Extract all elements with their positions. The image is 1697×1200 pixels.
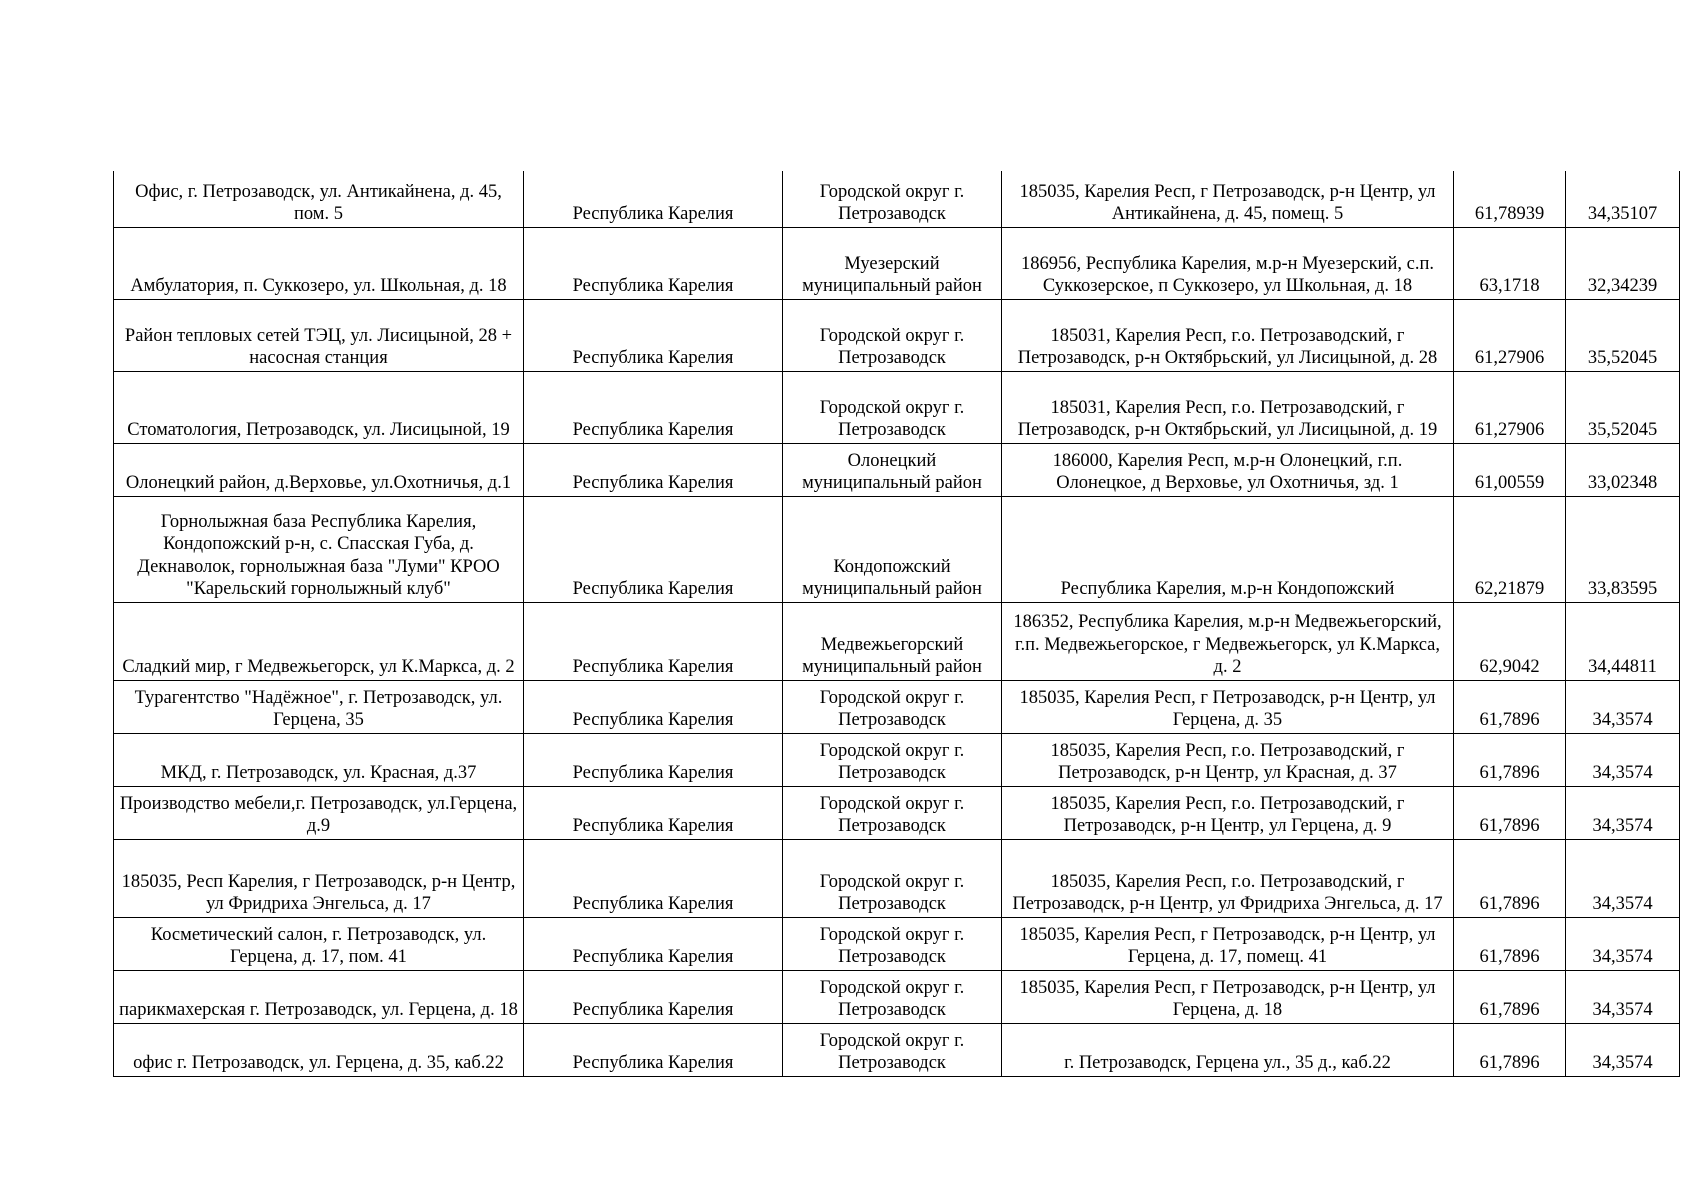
latitude-cell: 61,7896 (1454, 839, 1566, 917)
address-cell: 185031, Карелия Респ, г.о. Петрозаводский, г Петрозаводск, р-н Октябрьский, ул Лисицыной, д. 28 (1002, 299, 1454, 371)
address-cell: 186352, Республика Карелия, м.р-н Медвежьегорский, г.п. Медвежьегорское, г Медвежьегорск, ул К.Маркса, д. 2 (1002, 602, 1454, 680)
address-cell: 186000, Карелия Респ, м.р-н Олонецкий, г.п. Олонецкое, д Верховье, ул Охотничья, зд. 1 (1002, 443, 1454, 496)
region-cell: Республика Карелия (524, 371, 783, 443)
object-name-cell: Олонецкий район, д.Верховье, ул.Охотничья, д.1 (114, 443, 524, 496)
object-name-cell: Офис, г. Петрозаводск, ул. Антикайнена, д. 45, пом. 5 (114, 171, 524, 227)
table-row (114, 680, 1680, 733)
latitude-cell: 61,7896 (1454, 733, 1566, 786)
region-cell: Республика Карелия (524, 299, 783, 371)
latitude-cell: 61,27906 (1454, 371, 1566, 443)
longitude-cell: 34,3574 (1566, 786, 1680, 839)
latitude-cell: 61,7896 (1454, 1023, 1566, 1076)
object-name-cell: Горнолыжная база Республика Карелия, Кондопожский р-н, с. Спасская Губа, д. Декнаволок, горнолыжная база "Луми" КРОО "Карельский горнолыжный клуб" (114, 496, 524, 602)
table-row (114, 227, 1680, 299)
table-row (114, 917, 1680, 970)
latitude-cell: 61,27906 (1454, 299, 1566, 371)
object-name-cell: МКД, г. Петрозаводск, ул. Красная, д.37 (114, 733, 524, 786)
region-cell: Республика Карелия (524, 227, 783, 299)
municipality-cell: Городской округ г. Петрозаводск (783, 917, 1002, 970)
address-cell: 185035, Карелия Респ, г.о. Петрозаводский, г Петрозаводск, р-н Центр, ул Красная, д. 37 (1002, 733, 1454, 786)
latitude-cell: 61,7896 (1454, 917, 1566, 970)
object-name-cell: парикмахерская г. Петрозаводск, ул. Герцена, д. 18 (114, 970, 524, 1023)
longitude-cell: 32,34239 (1566, 227, 1680, 299)
region-cell: Республика Карелия (524, 917, 783, 970)
region-cell: Республика Карелия (524, 786, 783, 839)
region-cell: Республика Карелия (524, 680, 783, 733)
municipality-cell: Городской округ г. Петрозаводск (783, 299, 1002, 371)
table-row (114, 371, 1680, 443)
municipality-cell: Городской округ г. Петрозаводск (783, 1023, 1002, 1076)
longitude-cell: 34,3574 (1566, 839, 1680, 917)
object-name-cell: Сладкий мир, г Медвежьегорск, ул К.Маркса, д. 2 (114, 602, 524, 680)
latitude-cell: 61,7896 (1454, 970, 1566, 1023)
region-cell: Республика Карелия (524, 970, 783, 1023)
longitude-cell: 34,3574 (1566, 917, 1680, 970)
table-row (114, 786, 1680, 839)
table-row (114, 970, 1680, 1023)
latitude-cell: 61,7896 (1454, 786, 1566, 839)
latitude-cell: 63,1718 (1454, 227, 1566, 299)
table-row (114, 443, 1680, 496)
municipality-cell: Городской округ г. Петрозаводск (783, 680, 1002, 733)
latitude-cell: 62,21879 (1454, 496, 1566, 602)
address-cell: 185035, Карелия Респ, г.о. Петрозаводский, г Петрозаводск, р-н Центр, ул Герцена, д. 9 (1002, 786, 1454, 839)
municipality-cell: Олонецкий муниципальный район (783, 443, 1002, 496)
address-cell: 185031, Карелия Респ, г.о. Петрозаводский, г Петрозаводск, р-н Октябрьский, ул Лисицыной, д. 19 (1002, 371, 1454, 443)
table-row (114, 839, 1680, 917)
region-cell: Республика Карелия (524, 171, 783, 227)
latitude-cell: 61,78939 (1454, 171, 1566, 227)
municipality-cell: Городской округ г. Петрозаводск (783, 786, 1002, 839)
table-row (114, 299, 1680, 371)
longitude-cell: 35,52045 (1566, 371, 1680, 443)
table-row (114, 171, 1680, 227)
municipality-cell: Городской округ г. Петрозаводск (783, 733, 1002, 786)
municipality-cell: Медвежьегорский муниципальный район (783, 602, 1002, 680)
object-name-cell: Производство мебели,г. Петрозаводск, ул.Герцена, д.9 (114, 786, 524, 839)
longitude-cell: 35,52045 (1566, 299, 1680, 371)
longitude-cell: 34,3574 (1566, 680, 1680, 733)
region-cell: Республика Карелия (524, 443, 783, 496)
table-row (114, 1023, 1680, 1076)
object-name-cell: Косметический салон, г. Петрозаводск, ул. Герцена, д. 17, пом. 41 (114, 917, 524, 970)
longitude-cell: 34,3574 (1566, 733, 1680, 786)
region-cell: Республика Карелия (524, 839, 783, 917)
municipality-cell: Городской округ г. Петрозаводск (783, 839, 1002, 917)
object-name-cell: Стоматология, Петрозаводск, ул. Лисицыной, 19 (114, 371, 524, 443)
object-name-cell: Турагентство "Надёжное", г. Петрозаводск, ул. Герцена, 35 (114, 680, 524, 733)
object-name-cell: Амбулатория, п. Суккозеро, ул. Школьная, д. 18 (114, 227, 524, 299)
municipality-cell: Городской округ г. Петрозаводск (783, 171, 1002, 227)
longitude-cell: 34,3574 (1566, 970, 1680, 1023)
address-cell: Республика Карелия, м.р-н Кондопожский (1002, 496, 1454, 602)
longitude-cell: 34,44811 (1566, 602, 1680, 680)
address-cell: г. Петрозаводск, Герцена ул., 35 д., каб.22 (1002, 1023, 1454, 1076)
address-cell: 185035, Карелия Респ, г.о. Петрозаводский, г Петрозаводск, р-н Центр, ул Фридриха Энгельса, д. 17 (1002, 839, 1454, 917)
longitude-cell: 33,02348 (1566, 443, 1680, 496)
longitude-cell: 34,35107 (1566, 171, 1680, 227)
municipality-cell: Городской округ г. Петрозаводск (783, 970, 1002, 1023)
address-cell: 185035, Карелия Респ, г Петрозаводск, р-н Центр, ул Антикайнена, д. 45, помещ. 5 (1002, 171, 1454, 227)
object-name-cell: офис г. Петрозаводск, ул. Герцена, д. 35, каб.22 (114, 1023, 524, 1076)
municipality-cell: Муезерский муниципальный район (783, 227, 1002, 299)
longitude-cell: 33,83595 (1566, 496, 1680, 602)
region-cell: Республика Карелия (524, 496, 783, 602)
region-cell: Республика Карелия (524, 733, 783, 786)
address-cell: 185035, Карелия Респ, г Петрозаводск, р-н Центр, ул Герцена, д. 35 (1002, 680, 1454, 733)
table-row (114, 733, 1680, 786)
municipality-cell: Кондопожский муниципальный район (783, 496, 1002, 602)
latitude-cell: 61,00559 (1454, 443, 1566, 496)
region-cell: Республика Карелия (524, 1023, 783, 1076)
locations-table (113, 171, 1680, 1077)
address-cell: 186956, Республика Карелия, м.р-н Муезерский, с.п. Суккозерское, п Суккозеро, ул Школьная, д. 18 (1002, 227, 1454, 299)
table-row (114, 602, 1680, 680)
table-row (114, 496, 1680, 602)
address-cell: 185035, Карелия Респ, г Петрозаводск, р-н Центр, ул Герцена, д. 18 (1002, 970, 1454, 1023)
region-cell: Республика Карелия (524, 602, 783, 680)
longitude-cell: 34,3574 (1566, 1023, 1680, 1076)
object-name-cell: 185035, Респ Карелия, г Петрозаводск, р-н Центр, ул Фридриха Энгельса, д. 17 (114, 839, 524, 917)
latitude-cell: 62,9042 (1454, 602, 1566, 680)
object-name-cell: Район тепловых сетей ТЭЦ, ул. Лисицыной, 28 + насосная станция (114, 299, 524, 371)
address-cell: 185035, Карелия Респ, г Петрозаводск, р-н Центр, ул Герцена, д. 17, помещ. 41 (1002, 917, 1454, 970)
latitude-cell: 61,7896 (1454, 680, 1566, 733)
municipality-cell: Городской округ г. Петрозаводск (783, 371, 1002, 443)
